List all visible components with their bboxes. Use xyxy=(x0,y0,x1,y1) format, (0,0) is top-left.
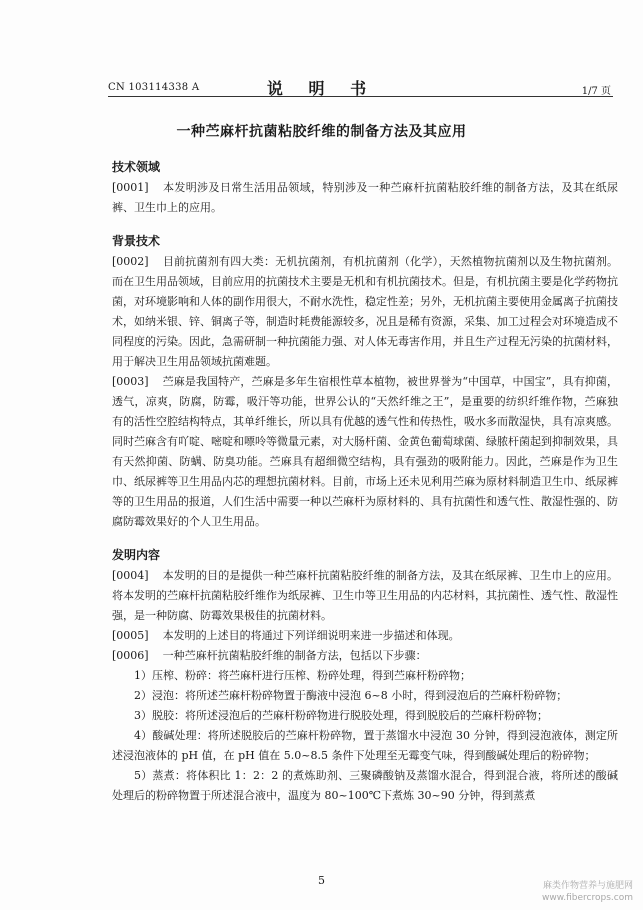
paragraph-number: [0004] xyxy=(112,569,149,582)
paragraph-0001 xyxy=(112,178,618,218)
paragraph-text: 本发明的目的是提供一种苎麻杆抗菌粘胶纤维的制备方法，及其在纸尿裤、卫生巾上的应用。将本发明的苎麻杆抗菌粘胶纤维作为纸尿裤、卫生巾等卫生用品的内芯材料，其抗菌性、透气性、散湿性强，是一种防腐、防霉效果极佳的抗菌材料。 xyxy=(112,569,618,622)
page-number: 5 xyxy=(318,874,325,887)
header-title: 说 明 书 xyxy=(266,79,377,98)
paragraph-0003 xyxy=(112,372,618,532)
paragraph-number: [0001] xyxy=(112,181,149,194)
page-header xyxy=(0,0,643,98)
paragraph-number: [0005] xyxy=(112,629,149,642)
site-watermark xyxy=(542,880,633,904)
document-title: 一种苎麻杆抗菌粘胶纤维的制备方法及其应用 xyxy=(176,124,467,140)
paragraph-text: 苎麻是我国特产，苎麻是多年生宿根性草本植物，被世界誉为“中国草，中国宝”，具有抑菌，透气，凉爽，防腐，防霉，吸汗等功能，世界公认的“天然纤维之王”，是重要的纺织纤维作物，苎麻独有的活性空腔结构特点，其单纤维长，所以具有优越的透气性和传热性，吸水多而散湿快，具有凉爽感。同时苎麻含有吖啶、嘧啶和嘌呤等微量元素，对大肠杆菌、金黄色葡萄球菌、绿脓杆菌起到抑制效果，具有天然抑菌、防螨、防臭功能。苎麻具有超细微空结构，具有强劲的吸附能力。因此，苎麻是作为卫生巾、纸尿裤等卫生用品内芯的理想抗菌材料。目前，市场上还未见利用苎麻为原材料制造卫生巾、纸尿裤等的卫生用品的报道，人们生活中需要一种以苎麻杆为原材料的、具有抗菌性和透气性、散湿性强的、防腐防霉效果好的个人卫生用品。 xyxy=(112,375,618,528)
paragraph-0006 xyxy=(112,646,618,666)
paragraph-number: [0002] xyxy=(112,255,149,268)
section-heading-invention: 发明内容 xyxy=(112,548,161,562)
paragraph-0002 xyxy=(112,252,618,372)
section-heading-background: 背景技术 xyxy=(112,234,161,248)
paragraph-text: 目前抗菌剂有四大类：无机抗菌剂，有机抗菌剂（化学），天然植物抗菌剂以及生物抗菌剂。而在卫生用品领域，目前应用的抗菌技术主要是无机和有机抗菌技术。但是，有机抗菌主要是化学药物抗菌，对环境影响和人体的副作用很大，不耐水洗性，稳定性差；另外，无机抗菌主要使用金属离子抗菌技术，如纳米银、锌、铜离子等，制造时耗费能源较多，况且是稀有资源，采集、加工过程会对环境造成不同程度的污染。因此，急需研制一种抗菌能力强、对人体无毒害作用，并且生产过程无污染的抗菌材料，用于解决卫生用品领域抗菌难题。 xyxy=(112,255,618,368)
step-5: 5）蒸煮：将体积比 1：2：2 的煮炼助剂、三聚磷酸钠及蒸馏水混合，得到混合液，将所述的酸碱处理后的粉碎物置于所述混合液中，温度为 80~100℃下煮炼 30~90 分钟，得到蒸煮 xyxy=(112,769,618,802)
paragraph-text: 本发明的上述目的将通过下列详细说明来进一步描述和体现。 xyxy=(162,629,460,642)
step-3: 3）脱胶：将所述浸泡后的苎麻杆粉碎物进行脱胶处理，得到脱胶后的苎麻杆粉碎物； xyxy=(134,709,548,722)
section-heading-tech-field: 技术领域 xyxy=(112,160,161,174)
step-2: 2）浸泡：将所述苎麻杆粉碎物置于酶液中浸泡 6~8 小时，得到浸泡后的苎麻杆粉碎物； xyxy=(134,689,568,702)
paragraph-number: [0003] xyxy=(112,375,149,388)
paragraph-text: 一种苎麻杆抗菌粘胶纤维的制备方法，包括以下步骤： xyxy=(162,649,427,662)
step-4: 4）酸碱处理：将所述脱胶后的苎麻杆粉碎物，置于蒸馏水中浸泡 30 分钟，得到浸泡液体，测定所述浸泡液体的 pH 值，在 pH 值在 5.0~8.5 条件下处理至无霉变气味，得到酸碱处理后的粉碎物； xyxy=(112,729,618,762)
paragraph-text: 本发明涉及日常生活用品领域，特别涉及一种苎麻杆抗菌粘胶纤维的制备方法，及其在纸尿裤、卫生巾上的应用。 xyxy=(112,181,618,214)
header-rule xyxy=(108,96,613,97)
paragraph-0004 xyxy=(112,566,618,626)
paragraph-number: [0006] xyxy=(112,649,149,662)
paragraph-0005 xyxy=(112,626,618,646)
watermark-name: 麻类作物营养与施肥网 xyxy=(542,881,633,891)
page-info: 1/7 页 xyxy=(581,86,611,97)
document-body xyxy=(112,150,618,806)
patent-number: CN 103114338 A xyxy=(108,82,200,93)
watermark-url: www.fibercrops.com xyxy=(542,893,633,903)
step-1: 1）压榨、粉碎：将苎麻杆进行压榨、粉碎处理，得到苎麻杆粉碎物； xyxy=(134,669,471,682)
